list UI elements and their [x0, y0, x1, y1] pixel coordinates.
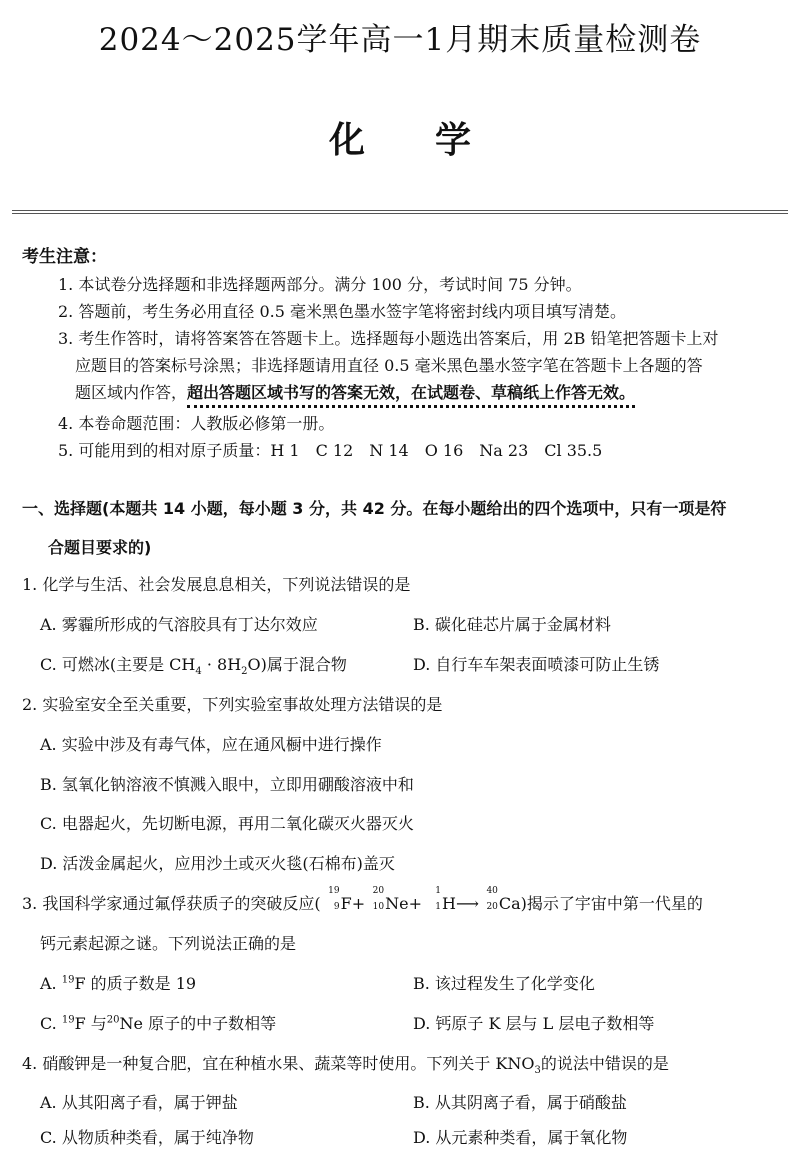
superscript: 19 [61, 1014, 75, 1026]
mass-number: 40 [486, 886, 498, 896]
q1-option-d: D. 自行车车架表面喷漆可防止生锈 [413, 655, 660, 674]
notice-item-3-cont2 [75, 380, 635, 403]
atomic-number: 10 [372, 902, 385, 912]
notice-item-4: 4. 本卷命题范围：人教版必修第一册。 [58, 414, 335, 433]
mass-number: 19 [328, 886, 340, 896]
notice-item-2: 2. 答题前，考生务必用直径 0.5 毫米黑色墨水签字笔将密封线内项目填写清楚。 [58, 302, 626, 321]
q4-stem-text: 4. 硝酸钾是一种复合肥，宜在种植水果、蔬菜等时使用。下列关于 KNO [22, 1054, 535, 1073]
q3-stem-text: 3. 我国科学家通过氟俘获质子的突破反应( [22, 894, 321, 913]
question-4-stem [22, 1051, 669, 1077]
notice-item-3-tail: 题区域内作答， [75, 383, 188, 402]
superscript: 20 [106, 1014, 120, 1026]
q3-option-b: B. 该过程发生了化学变化 [413, 974, 595, 993]
notice-item-1: 1. 本试卷分选择题和非选择题两部分。满分 100 分，考试时间 75 分钟。 [58, 275, 582, 294]
notice-item-5: 5. 可能用到的相对原子质量：H 1 C 12 N 14 O 16 Na 23 Cl 35.5 [58, 441, 603, 460]
question-3-stem [22, 886, 703, 914]
question-2-stem: 2. 实验室安全至关重要，下列实验室事故处理方法错误的是 [22, 695, 443, 714]
q1-option-c [40, 652, 347, 678]
q2-option-b: B. 氢氧化钠溶液不慎溅入眼中，立即用硼酸溶液中和 [40, 775, 414, 794]
atomic-number: 9 [333, 902, 340, 912]
nuclide-ca40 [479, 886, 499, 912]
mass-number: 1 [435, 886, 441, 896]
nuclide-ne20 [365, 886, 385, 912]
q3-option-c [40, 1011, 276, 1034]
nuclide-f19 [321, 886, 341, 912]
subscript: 3 [534, 1065, 541, 1077]
q2-option-c: C. 电器起火，先切断电源，再用二氧化碳灭火器灭火 [40, 814, 414, 833]
option-text: F 与 [74, 1014, 107, 1033]
q4-option-a: A. 从其阳离子看，属于钾盐 [40, 1093, 238, 1112]
q1-option-c-text: · 8H [201, 655, 242, 674]
reaction-arrow: ⟶ [455, 894, 479, 913]
divider-line [12, 213, 788, 214]
subscript: 2 [241, 666, 248, 678]
divider-line [12, 210, 788, 211]
notice-heading: 考生注意： [22, 247, 107, 267]
question-3-stem-cont: 钙元素起源之谜。下列说法正确的是 [40, 934, 297, 953]
q2-option-d: D. 活泼金属起火，应用沙土或灭火毯(石棉布)盖灭 [40, 854, 395, 873]
option-text: Ne 原子的中子数相等 [119, 1014, 277, 1033]
q1-option-a: A. 雾霾所形成的气溶胶具有丁达尔效应 [40, 615, 318, 634]
q1-option-c-text: O)属于混合物 [247, 655, 347, 674]
question-1-stem: 1. 化学与生活、社会发展息息相关，下列说法错误的是 [22, 575, 411, 594]
q4-stem-text: 的说法中错误的是 [540, 1054, 669, 1073]
atomic-number: 1 [435, 902, 441, 912]
nuclide-h1 [422, 886, 442, 912]
element-symbol: H [442, 894, 456, 913]
option-text: C. [40, 1014, 62, 1033]
notice-item-3: 3. 考生作答时，请将答案答在答题卡上。选择题每小题选出答案后，用 2B 铅笔把答题卡上对 [58, 329, 719, 348]
plus-sign: + [408, 894, 422, 913]
q1-option-b: B. 碳化硅芯片属于金属材料 [413, 615, 611, 634]
subject-title: 化学 [328, 120, 541, 161]
q1-option-c-text: C. 可燃冰(主要是 CH [40, 655, 196, 674]
notice-item-3-cont: 应题目的答案标号涂黑；非选择题请用直径 0.5 毫米黑色墨水签字笔在答题卡上各题的答 [75, 356, 703, 375]
element-symbol: Ne [385, 894, 409, 913]
section-heading-cont: 合题目要求的) [48, 538, 152, 557]
notice-emphasis: 超出答题区域书写的答案无效，在试题卷、草稿纸上作答无效。 [187, 383, 635, 408]
exam-title: 2024～2025学年高一1月期末质量检测卷 [98, 22, 702, 58]
q3-stem-text: )揭示了宇宙中第一代星的 [520, 894, 703, 913]
q4-option-b: B. 从其阴离子看，属于硝酸盐 [413, 1093, 627, 1112]
q4-option-d: D. 从元素种类看，属于氧化物 [413, 1128, 628, 1147]
subscript: 4 [195, 666, 202, 678]
q3-option-d: D. 钙原子 K 层与 L 层电子数相等 [413, 1014, 655, 1033]
plus-sign: + [351, 894, 366, 913]
option-text: F 的质子数是 19 [74, 974, 197, 993]
q4-option-c: C. 从物质种类看，属于纯净物 [40, 1128, 254, 1147]
atomic-number: 20 [486, 902, 498, 912]
superscript: 19 [61, 974, 75, 986]
q2-option-a: A. 实验中涉及有毒气体，应在通风橱中进行操作 [40, 735, 382, 754]
element-symbol: Ca [498, 894, 521, 913]
element-symbol: F [340, 894, 352, 913]
mass-number: 20 [372, 886, 385, 896]
option-text: A. [40, 974, 62, 993]
q3-option-a [40, 971, 196, 994]
section-heading: 一、选择题(本题共 14 小题，每小题 3 分，共 42 分。在每小题给出的四个选项中，只有一项是符 [22, 499, 727, 518]
